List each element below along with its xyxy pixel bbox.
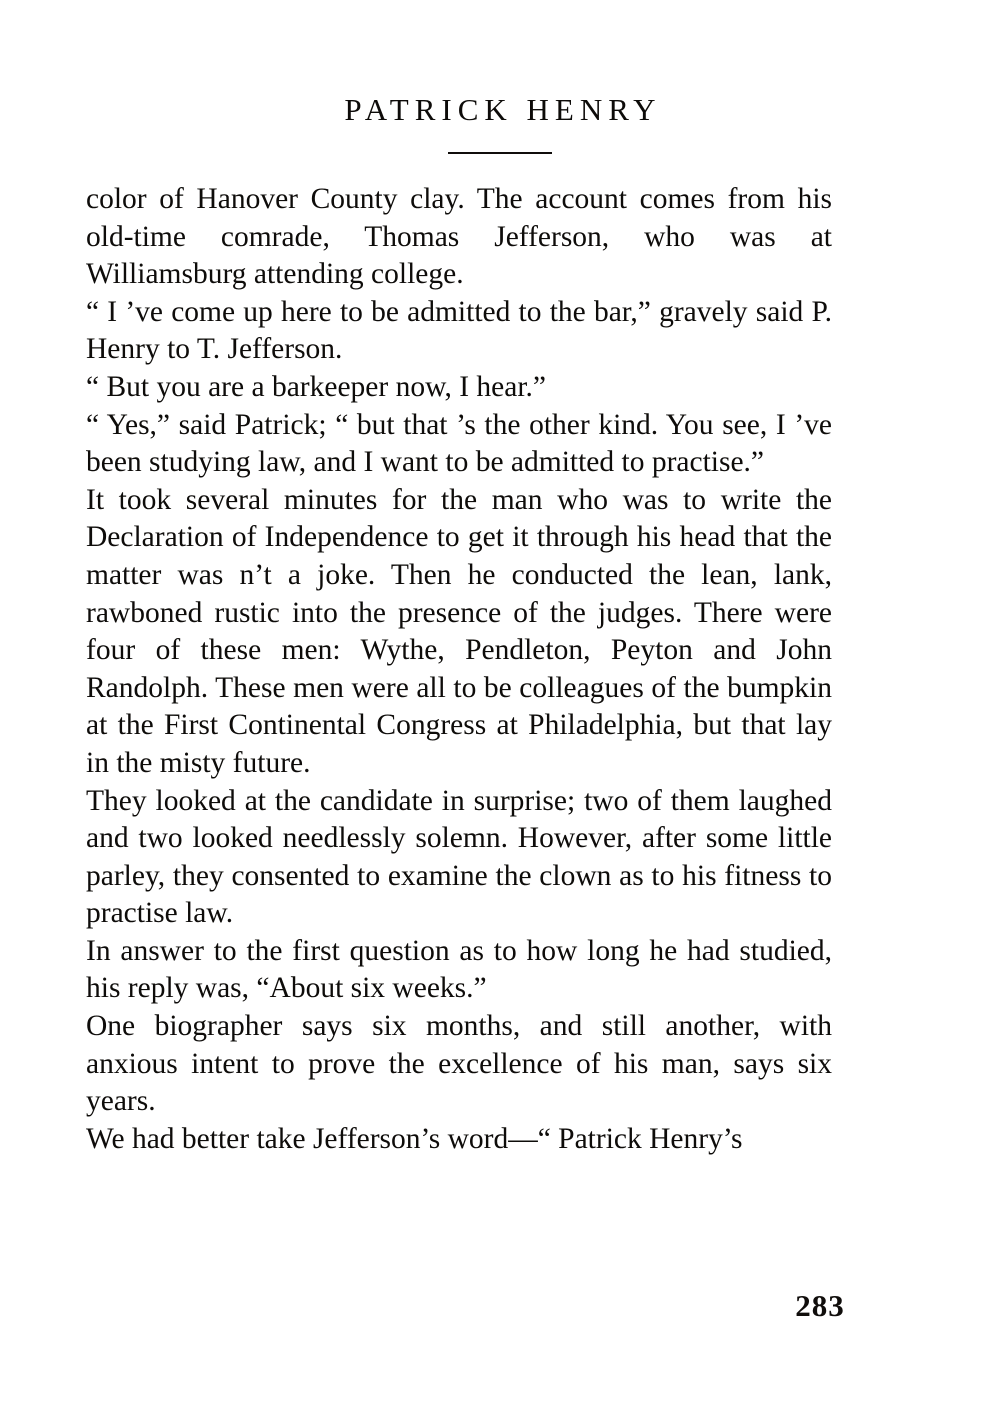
paragraph: It took several minutes for the man who was to write the Declaration of Independence to get it through his head that the matter was n’t a joke. Then he conducted the lean, lank, rawboned rustic into the presence of the judges. There were four of these men: Wythe, Pendleton, Peyton and John Randolph. These men were all to be colleagues of the bumpkin at the First Continental Congress at Philadelphia, but that lay in the misty future.: [86, 483, 832, 779]
paragraph: We had better take Jefferson’s word—“ Patrick Henry’s: [86, 1122, 743, 1155]
paragraph: They looked at the candidate in surprise; two of them laughed and two looked needlessly solemn. However, after some little parley, they consented to examine the clown as to his fitness to practise law.: [86, 784, 832, 930]
paragraph: “ Yes,” said Patrick; “ but that ’s the other kind. You see, I ’ve been studying law, and I want to be admitted to practise.”: [86, 408, 832, 479]
paragraph: color of Hanover County clay. The account comes from his old-time comrade, Thomas Jefferson, who was at Williamsburg attending college.: [86, 183, 832, 291]
paragraph: One biographer says six months, and still another, with anxious intent to prove the excellence of his man, says six years.: [86, 1010, 832, 1118]
paragraph: “ I ’ve come up here to be admitted to the bar,” gravely said P. Henry to T. Jefferson.: [86, 295, 832, 366]
body-text: [86, 181, 832, 1158]
running-head: PATRICK HENRY: [344, 92, 662, 127]
page-number: 283: [795, 1288, 845, 1323]
paragraph: “ But you are a barkeeper now, I hear.”: [86, 370, 547, 403]
paragraph: In answer to the first question as to how long he had studied, his reply was, “About six weeks.”: [86, 934, 832, 1005]
book-page: [0, 92, 1000, 1424]
head-rule-divider: [448, 152, 552, 154]
